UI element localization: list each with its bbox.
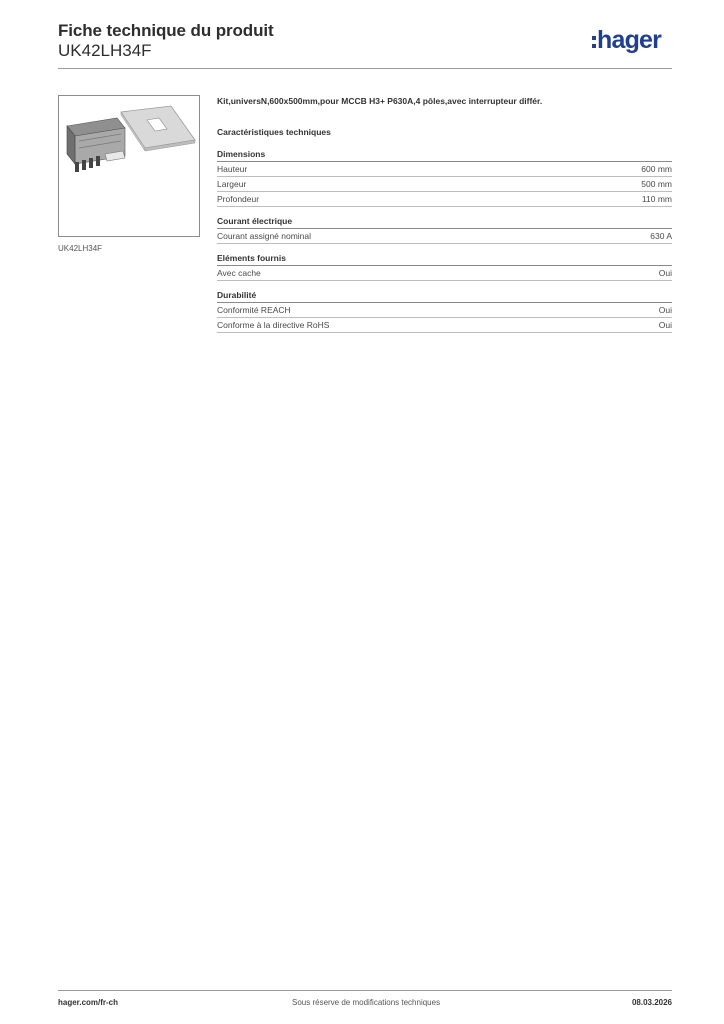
- spec-row: [217, 192, 672, 207]
- spec-value: 110 mm: [641, 194, 672, 204]
- spec-section-electrical: [217, 216, 672, 244]
- spec-value: 630 A: [650, 231, 672, 241]
- spec-value: 500 mm: [641, 179, 672, 189]
- footer-website-link[interactable]: hager.com/fr-ch: [58, 998, 119, 1007]
- product-description: Kit,universN,600x500mm,pour MCCB H3+ P630A,4 pôles,avec interrupteur différ.: [217, 96, 543, 106]
- footer-disclaimer: Sous réserve de modifications techniques: [292, 998, 441, 1007]
- section-title: Eléments fournis: [217, 253, 672, 266]
- footer-divider: [58, 990, 672, 991]
- footer-date: 08.03.2026: [631, 998, 672, 1007]
- spec-value: Oui: [658, 320, 672, 330]
- spec-label: Hauteur: [217, 164, 248, 174]
- section-title: Durabilité: [217, 290, 672, 303]
- spec-row: [217, 229, 672, 244]
- spec-value: Oui: [658, 268, 672, 278]
- section-title: Courant électrique: [217, 216, 672, 229]
- spec-row: [217, 318, 672, 333]
- tech-specs-heading: Caractéristiques techniques: [217, 127, 331, 137]
- spec-label: Avec cache: [217, 268, 261, 278]
- spec-section-dimensions: [217, 149, 672, 207]
- product-image: [58, 95, 200, 237]
- header-divider: [58, 68, 672, 69]
- logo-text: hager: [597, 26, 662, 54]
- spec-row: [217, 303, 672, 318]
- page-title: Fiche technique du produit: [58, 21, 274, 40]
- spec-section-sustainability: [217, 290, 672, 333]
- spec-label: Conformité REACH: [217, 305, 291, 315]
- spec-row: [217, 162, 672, 177]
- product-details: [217, 95, 672, 342]
- spec-value: Oui: [658, 305, 672, 315]
- spec-value: 600 mm: [641, 164, 672, 174]
- spec-row: [217, 177, 672, 192]
- hager-logo[interactable]: [592, 26, 661, 55]
- image-caption: UK42LH34F: [58, 244, 103, 253]
- spec-label: Largeur: [217, 179, 247, 189]
- logo-colon-icon: [592, 36, 596, 48]
- spec-row: [217, 266, 672, 281]
- product-reference: UK42LH34F: [58, 41, 152, 60]
- spec-label: Conforme à la directive RoHS: [217, 320, 330, 330]
- spec-label: Courant assigné nominal: [217, 231, 312, 241]
- spec-label: Profondeur: [217, 194, 260, 204]
- spec-section-supplied: [217, 253, 672, 281]
- section-title: Dimensions: [217, 149, 672, 162]
- product-kit-illustration-icon: [59, 96, 199, 236]
